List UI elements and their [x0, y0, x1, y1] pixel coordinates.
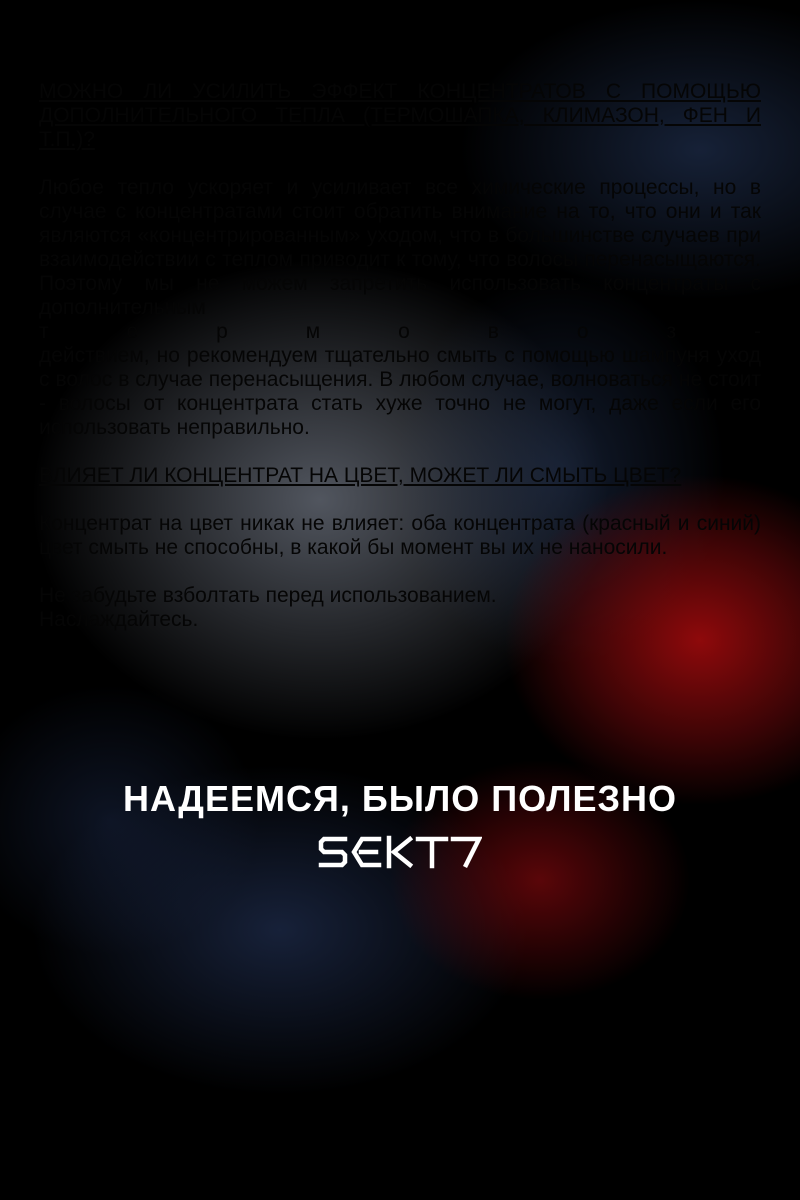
faq-answer-heat [39, 176, 761, 440]
faq-content [39, 80, 761, 656]
faq-question-heat: МОЖНО ЛИ УСИЛИТЬ ЭФФЕКТ КОНЦЕНТРАТОВ С ПОМОЩЬЮ ДОПОЛНИТЕЛЬНОГО ТЕПЛА (ТЕРМОШАПКА, КЛИМАЗОН, ФЕН И Т.П.)? [39, 80, 761, 151]
faq-answer-heat-spaced-word: т е р м о в о з - [39, 320, 761, 343]
faq-question-color: ВЛИЯЕТ ЛИ КОНЦЕНТРАТ НА ЦВЕТ, МОЖЕТ ЛИ СМЫТЬ ЦВЕТ? [39, 464, 682, 487]
faq-answer-heat-text-continued: действием, но рекомендуем тщательно смыть с помощью шампуня уход с волос в случае перенасыщения. В любом случае, волноваться не стоит - волосы от концентрата стать хуже точно не могут, даже если его использовать неправильно. [39, 344, 761, 439]
usage-reminder-shake: Не забудьте взболтать перед использованием. [39, 584, 497, 607]
faq-answer-heat-text: Любое тепло ускоряет и усиливает все химические процессы, но в случае с концентратами стоит обратить внимание на то, что они и так являются «концентрированным» уходом, что в большинстве случаев при взаимодействии с теплом приводит к тому, что волосы перенасыщаются. Поэтому мы не можем запретить использовать концентраты с дополнительным [39, 176, 761, 319]
closing-heading: НАДЕЕМСЯ, БЫЛО ПОЛЕЗНО [122, 778, 678, 819]
usage-reminder-enjoy: Наслаждайтесь. [39, 608, 199, 631]
faq-answer-color: Концентрат на цвет никак не влияет: оба концентрата (красный и синий) цвет смыть не способны, в какой бы момент вы их не наносили. [39, 512, 761, 559]
sekta-logo [318, 835, 482, 869]
usage-reminder [39, 584, 761, 632]
